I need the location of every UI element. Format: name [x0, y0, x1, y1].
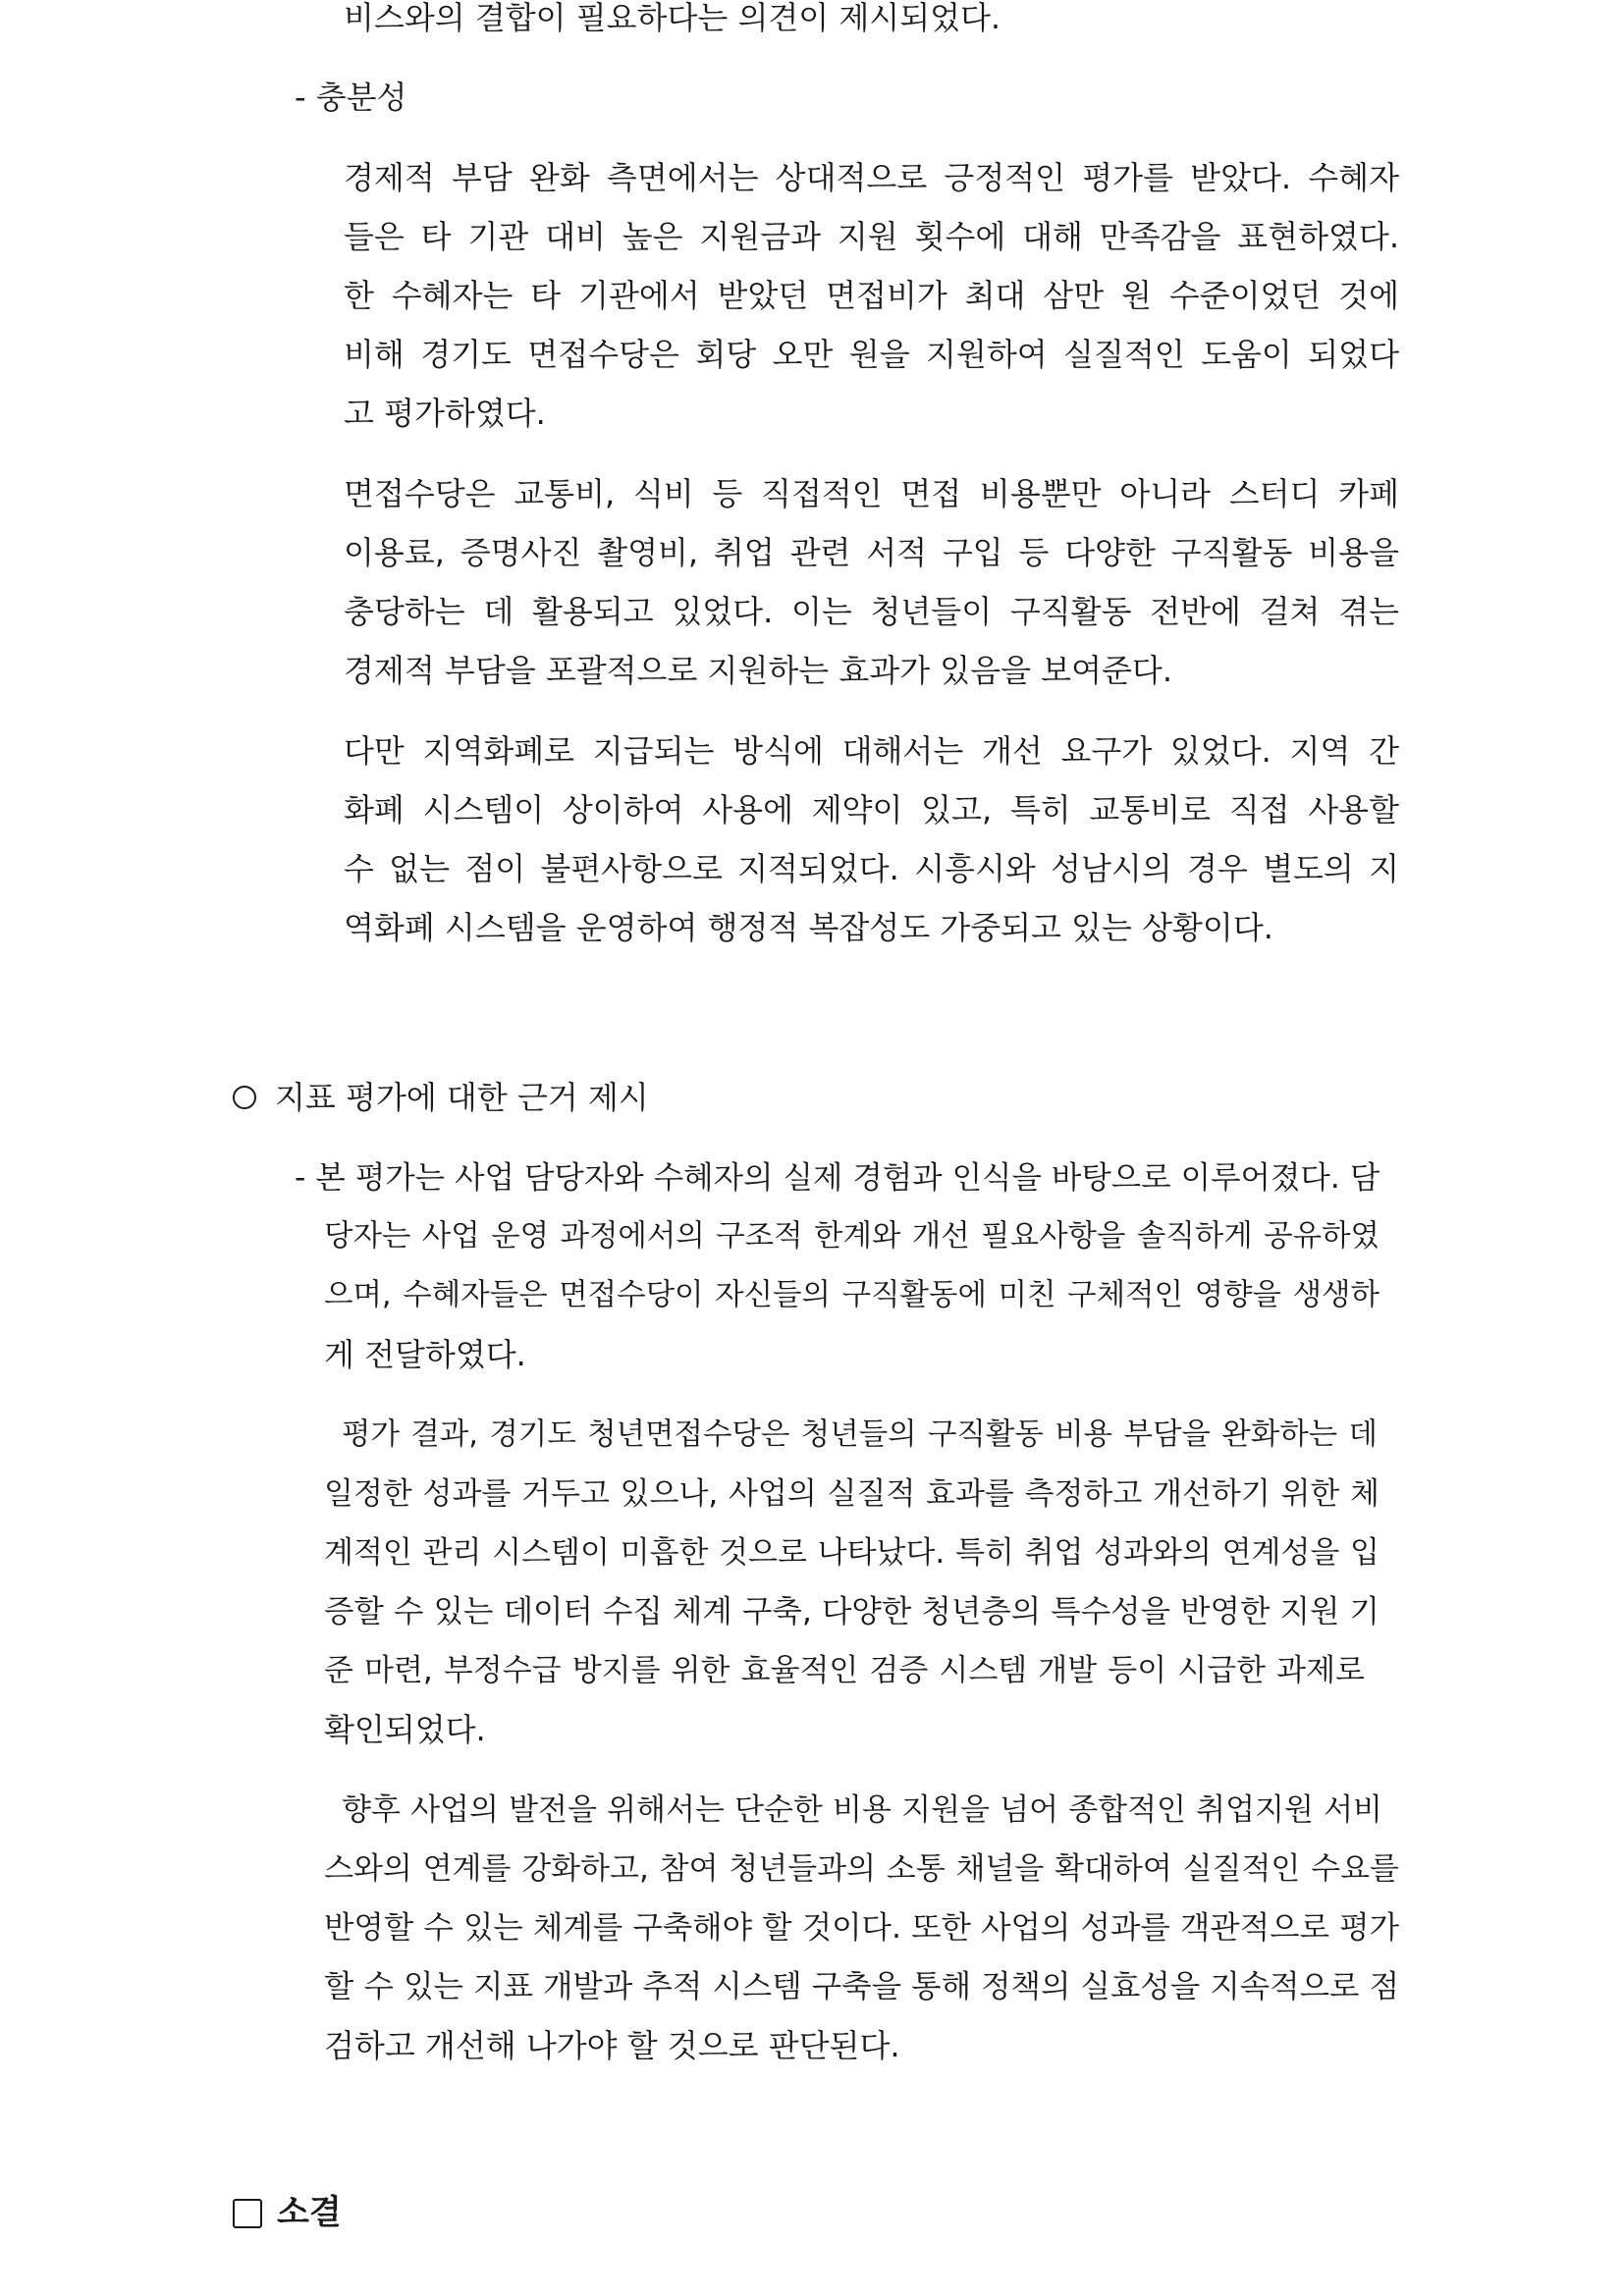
paragraph-line: 게 전달하였다. [324, 1336, 526, 1373]
paragraph-line: 반영할 수 있는 체계를 구축해야 할 것이다. 또한 사업의 성과를 객관적으로 평가 [324, 1910, 1399, 1946]
paragraph-line: 으며, 수혜자들은 면접수당이 자신들의 구직활동에 미친 구체적인 영향을 생생하 [324, 1278, 1380, 1312]
paragraph-line: 충당하는 데 활용되고 있었다. 이는 청년들이 구직활동 전반에 걸쳐 겪는 [344, 593, 1399, 630]
paragraph-line: 증할 수 있는 데이터 수집 체계 구축, 다양한 청년층의 특수성을 반영한 지원 기 [324, 1594, 1380, 1629]
conclusion-heading: 소결 [277, 2193, 342, 2232]
evidence-heading: 지표 평가에 대한 근거 제시 [275, 1079, 649, 1116]
paragraph-line: 비해 경기도 면접수당은 회당 오만 원을 지원하여 실질적인 도움이 되었다 [344, 336, 1399, 373]
checkbox-square-icon [233, 2199, 262, 2228]
circle-bullet-icon [233, 1086, 256, 1109]
paragraph-line: - 본 평가는 사업 담당자와 수혜자의 실제 경험과 인식을 바탕으로 이루어졌다. 담 [295, 1160, 1380, 1196]
sufficiency-heading: - 충분성 [295, 79, 407, 116]
paragraph-line: 당자는 사업 운영 과정에서의 구조적 한계와 개선 필요사항을 솔직하게 공유하였 [324, 1219, 1380, 1254]
paragraph-line: 준 마련, 부정수급 방지를 위한 효율적인 검증 시스템 개발 등이 시급한 과제로 [324, 1653, 1365, 1688]
paragraph-line: 스와의 연계를 강화하고, 참여 청년들과의 소통 채널을 확대하여 실질적인 수요를 [324, 1851, 1399, 1887]
paragraph-line: 다만 지역화폐로 지급되는 방식에 대해서는 개선 요구가 있었다. 지역 간 [344, 732, 1399, 770]
paragraph-line: 고 평가하였다. [344, 395, 546, 432]
paragraph-line: 향후 사업의 발전을 위해서는 단순한 비용 지원을 넘어 종합적인 취업지원 서비 [342, 1792, 1382, 1828]
paragraph-line: 평가 결과, 경기도 청년면접수당은 청년들의 구직활동 비용 부담을 완화하는 데 [342, 1417, 1378, 1452]
paragraph-line: 경제적 부담 완화 측면에서는 상대적으로 긍정적인 평가를 받았다. 수혜자 [344, 159, 1399, 196]
paragraph-line: 확인되었다. [324, 1711, 486, 1748]
paragraph-line: 이용료, 증명사진 촬영비, 취업 관련 서적 구입 등 다양한 구직활동 비용을 [344, 534, 1399, 571]
paragraph-line: 면접수당은 교통비, 식비 등 직접적인 면접 비용뿐만 아니라 스터디 카페 [344, 475, 1399, 512]
paragraph-line: 들은 타 기관 대비 높은 지원금과 지원 횟수에 대해 만족감을 표현하였다. [344, 218, 1399, 255]
paragraph-line: 한 수혜자는 타 기관에서 받았던 면접비가 최대 삼만 원 수준이었던 것에 [344, 277, 1399, 314]
paragraph-line: 역화폐 시스템을 운영하여 행정적 복잡성도 가중되고 있는 상황이다. [344, 909, 1273, 946]
paragraph-line: 수 없는 점이 불편사항으로 지적되었다. 시흥시와 성남시의 경우 별도의 지 [344, 850, 1399, 887]
paragraph-line: 화폐 시스템이 상이하여 사용에 제약이 있고, 특히 교통비로 직접 사용할 [344, 791, 1399, 828]
paragraph-line: 일정한 성과를 거두고 있으나, 사업의 실질적 효과를 측정하고 개선하기 위한 체 [324, 1476, 1380, 1512]
paragraph-line: 경제적 부담을 포괄적으로 지원하는 효과가 있음을 보여준다. [344, 652, 1173, 689]
top-fragment-line: 비스와의 결합이 필요하다는 의견이 제시되었다. [344, 0, 1001, 36]
paragraph-line: 검하고 개선해 나가야 할 것으로 판단된다. [324, 2027, 900, 2064]
paragraph-line: 계적인 관리 시스템이 미흡한 것으로 나타났다. 특히 취업 성과와의 연계성을 입 [324, 1535, 1380, 1571]
paragraph-line: 할 수 있는 지표 개발과 추적 시스템 구축을 통해 정책의 실효성을 지속적으로 점 [324, 1969, 1399, 2004]
